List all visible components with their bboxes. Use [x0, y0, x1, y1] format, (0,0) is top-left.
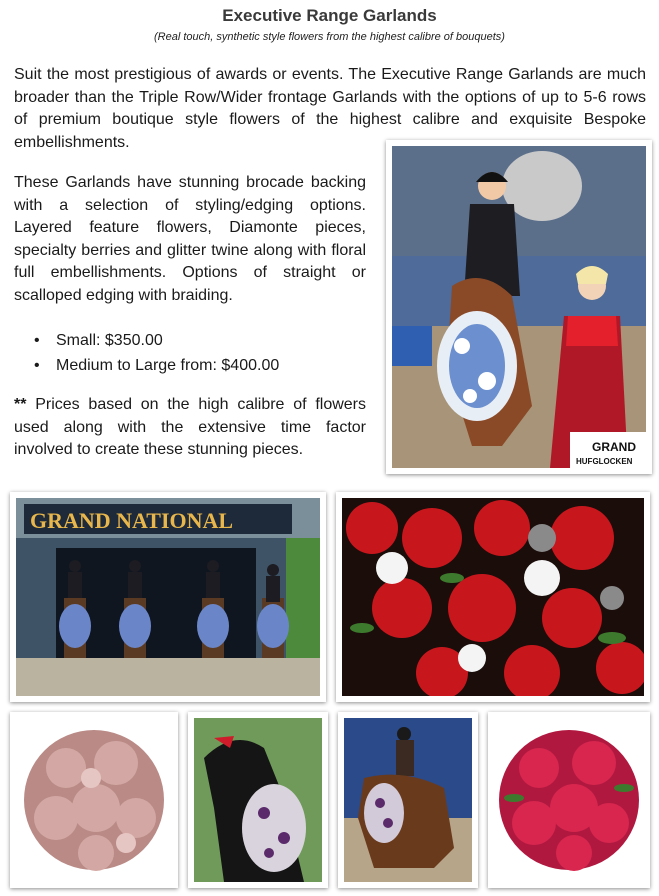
grand-national-image	[16, 498, 320, 696]
page-subtitle: (Real touch, synthetic style flowers from the highest calibre of bouquets)	[154, 31, 505, 43]
details-paragraph: These Garlands have stunning brocade backing with a selection of styling/edging options. Layered feature flowers, Diamonte pieces, specialty berries and glitter twine along with floral full embellishments. Options of straight or scalloped edging with braiding.	[14, 174, 366, 304]
grand-national-photo	[10, 492, 326, 702]
black-horse-garland-photo	[188, 712, 328, 888]
rider-garland-photo	[386, 140, 652, 474]
price-note	[14, 394, 366, 462]
sign-grand: GRAND	[592, 440, 636, 454]
rider-garland-image	[392, 146, 646, 468]
note-asterisks: **	[14, 396, 27, 413]
price-list	[34, 328, 279, 378]
deep-pink-rose-bouquet-photo	[488, 712, 650, 888]
note-text: Prices based on the high calibre of flowers used along with the extensive time factor involved to create these stunning pieces.	[14, 396, 366, 458]
pink-rose-bouquet-image	[16, 718, 172, 882]
grand-national-banner: GRAND NATIONAL	[30, 508, 234, 533]
price-item-small: • Small: $350.00	[34, 328, 279, 353]
page-title: Executive Range Garlands	[222, 6, 437, 25]
rider-brown-horse-image	[344, 718, 472, 882]
rider-brown-horse-photo	[338, 712, 478, 888]
deep-pink-rose-bouquet-image	[494, 718, 644, 882]
black-horse-garland-image	[194, 718, 322, 882]
intro-paragraph: Suit the most prestigious of awards or events. The Executive Range Garlands are much broader than the Triple Row/Wider frontage Garlands with the options of up to 5-6 rows of premium boutique style flowers of the highest calibre and exquisite Bespoke embellishments.	[14, 66, 646, 151]
price-item-medium-large: • Medium to Large from: $400.00	[34, 353, 279, 378]
sign-hufglocken: HUFGLOCKEN	[576, 457, 633, 466]
pink-rose-bouquet-photo	[10, 712, 178, 888]
red-rose-bouquet-image	[342, 498, 644, 696]
red-rose-bouquet-photo	[336, 492, 650, 702]
